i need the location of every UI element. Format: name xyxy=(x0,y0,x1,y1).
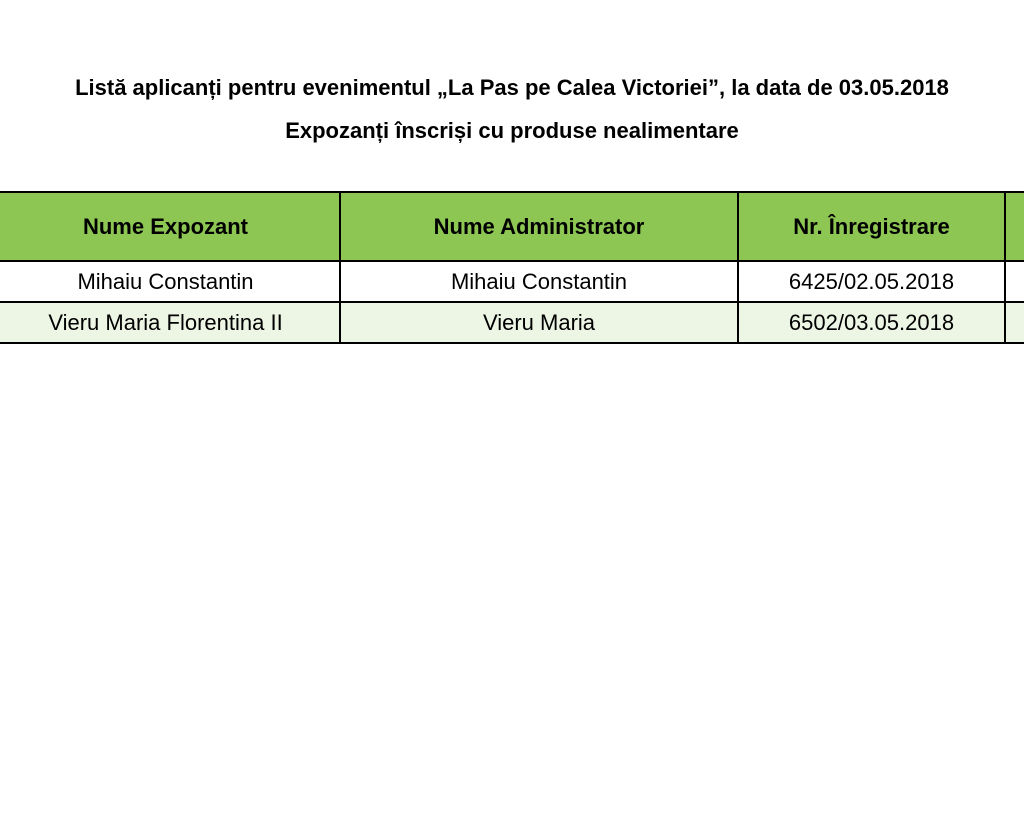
document-subtitle: Expozanți înscriși cu produse nealimentare xyxy=(285,118,739,143)
cell-registration-number: 6425/02.05.2018 xyxy=(738,261,1005,302)
cell-cut-off xyxy=(1005,302,1024,343)
column-header-administrator-name: Nume Administrator xyxy=(340,192,738,261)
table-row xyxy=(0,302,1024,343)
cell-cut-off xyxy=(1005,261,1024,302)
cell-exhibitor-name: Mihaiu Constantin xyxy=(0,261,340,302)
table-header-row xyxy=(0,192,1024,261)
cell-administrator-name: Mihaiu Constantin xyxy=(340,261,738,302)
column-header-exhibitor-name: Nume Expozant xyxy=(0,192,340,261)
cell-exhibitor-name: Vieru Maria Florentina II xyxy=(0,302,340,343)
table-row xyxy=(0,261,1024,302)
column-header-registration-number: Nr. Înregistrare xyxy=(738,192,1005,261)
cell-administrator-name: Vieru Maria xyxy=(340,302,738,343)
document-title: Listă aplicanți pentru evenimentul „La Pas pe Calea Victoriei”, la data de 03.05.2018 xyxy=(75,75,949,100)
applicants-table xyxy=(0,191,1024,347)
cell-registration-number: 6502/03.05.2018 xyxy=(738,302,1005,343)
column-header-cut-off xyxy=(1005,192,1024,261)
